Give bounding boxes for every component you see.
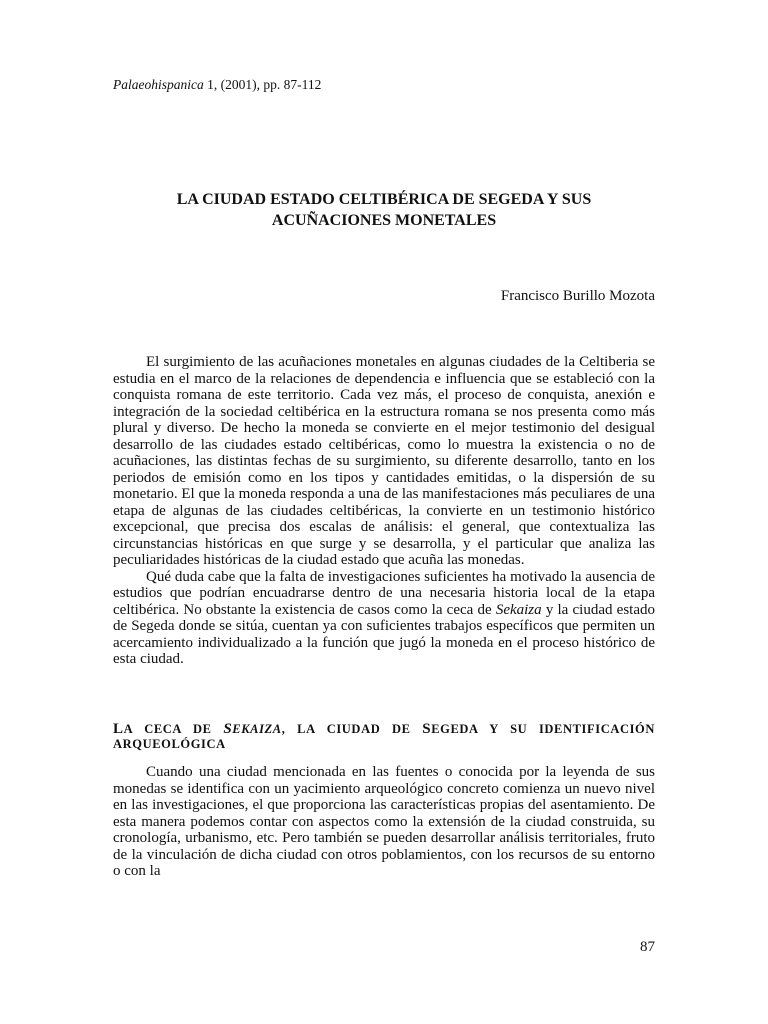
intro-paragraph-2-part-a: Qué duda cabe que la falta de investigaciones suficientes ha motivado la ausencia de estudios que podrían encuadrarse dentro de una necesaria historia local de la etapa celtibérica. No obstante la existencia de casos como la ceca de bbox=[113, 568, 655, 618]
author-name: Francisco Burillo Mozota bbox=[500, 288, 655, 304]
section-heading-text: EKAIZA bbox=[232, 722, 282, 736]
section-heading-cap: S bbox=[223, 721, 233, 737]
page-number: 87 bbox=[640, 939, 655, 955]
article-title bbox=[113, 189, 655, 231]
intro-paragraph-2-italic: Sekaiza bbox=[495, 601, 542, 618]
journal-citation: 1, (2001), pp. 87-112 bbox=[203, 77, 322, 92]
section-heading-text: A CECA DE bbox=[123, 722, 224, 736]
section-paragraph-1: Cuando una ciudad mencionada en las fuentes o conocida por la leyenda de sus monedas se identifica con un yacimiento arqueológico concreto comienza un nuevo nivel en las investigaciones, el que proporciona las características propias del asentamiento. De esta manera podemos contar con aspectos como la extensión de la ciudad construida, su cronología, urbanismo, etc. Pero también se pueden desarrollar análisis territoriales, fruto de la vinculación de dicha ciudad con otros poblamientos, con los recursos de su entorno o con la bbox=[113, 764, 655, 879]
intro-paragraph-1: El surgimiento de las acuñaciones monetales en algunas ciudades de la Celtiberia se estudia en el marco de la relaciones de dependencia e influencia que se estableció con la conquista romana de este territorio. Cada vez más, el proceso de conquista, anexión e integración de la sociedad celtibérica en la estructura romana se nos presenta como más plural y diverso. De hecho la moneda se convierte en el mejor testimonio del desigual desarrollo de las ciudades estado celtibéricas, como lo muestra la existencia o no de acuñaciones, las distintas fechas de su surgimiento, su diferente desarrollo, tanto en los periodos de emisión como en los tipos y cantidades emitidas, o la dispersión de su monetario. El que la moneda responda a una de las manifestaciones más peculiares de una etapa de algunas de las ciudades celtibéricas, la convierte en un testimonio histórico excepcional, que precisa dos escalas de análisis: el general, que contextualiza las circunstancias históricas en que surge y se desarrolla, y el particular que analiza las peculiaridades históricas de la ciudad estado que acuña las monedas. bbox=[113, 354, 655, 568]
intro-paragraph-2 bbox=[113, 569, 655, 668]
section-heading-cap: S bbox=[422, 721, 432, 737]
section-heading-text: , LA CIUDAD DE bbox=[281, 722, 423, 736]
article-title-line-2: ACUÑACIONES MONETALES bbox=[271, 212, 497, 229]
section-heading-cap: L bbox=[113, 721, 124, 737]
section-text-block bbox=[113, 764, 655, 880]
intro-paragraph-2-part-b: y la ciudad estado de Segeda donde se sitúa, cuentan ya con suficientes trabajos específicos que permiten un acercamiento individualizado a la función que jugó la moneda en el proceso histórico de esta ciudad. bbox=[113, 601, 655, 667]
section-heading-text: EGEDA Y SU IDENTIFICACIÓN ARQUEOLÓGICA bbox=[113, 722, 656, 751]
journal-header bbox=[113, 77, 321, 93]
article-title-line-1: LA CIUDAD ESTADO CELTIBÉRICA DE SEGEDA Y SUS bbox=[176, 191, 592, 208]
journal-name: Palaeohispanica bbox=[113, 77, 204, 92]
section-heading bbox=[113, 722, 655, 751]
intro-text-block bbox=[113, 354, 655, 668]
